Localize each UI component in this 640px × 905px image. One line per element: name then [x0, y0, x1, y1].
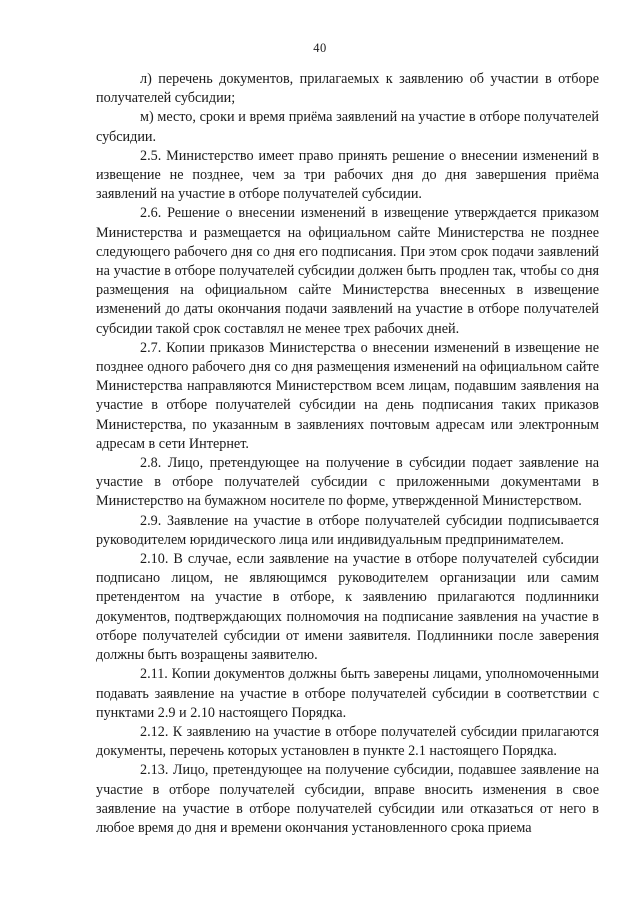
document-body: [96, 70, 599, 838]
paragraph-item-m: м) место, сроки и время приёма заявлений на участие в отборе получателей субсидии.: [96, 109, 599, 145]
paragraph-2-11: 2.11. Копии документов должны быть заверены лицами, уполномоченными подавать заявление на участие в отборе получателей субсидии в соответствии с пунктами 2.9 и 2.10 настоящего Порядка.: [96, 666, 599, 721]
paragraph-2-12: 2.12. К заявлению на участие в отборе получателей субсидии прилагаются документы, перечень которых установлен в пункте 2.1 настоящего Порядка.: [96, 723, 599, 760]
paragraph-2-9: 2.9. Заявление на участие в отборе получателей субсидии подписывается руководителем юридического лица или индивидуальным предпринимателем.: [96, 512, 599, 548]
paragraph-2-7: 2.7. Копии приказов Министерства о внесении изменений в извещение не позднее одного рабочего дня со дня размещения изменений на официальном сайте Министерства направляются Министерством всем лицам, подавшим заявления на участие в отборе получателей субсидии на день подписания таких приказов Министерства, по указанным в заявлениях почтовым адресам или электронным адресам в сети Интернет.: [96, 339, 599, 452]
paragraph-2-10: 2.10. В случае, если заявление на участие в отборе получателей субсидии подписано лицом, не являющимся руководителем организации или самим претендентом на участие в отборе, к заявлению прилагаются подлинники документов, подтверждающих полномочия на подписание заявления на участие в отборе получателей субсидии от имени заявителя. Подлинники после заверения должны быть возращены заявителю.: [96, 551, 599, 664]
paragraph-2-13: 2.13. Лицо, претендующее на получение субсидии, подавшее заявление на участие в отборе получателей субсидии, вправе вносить изменения в свое заявление на участие в отборе получателей субсидии или отказаться от него в любое время до дня и времени окончания установленного срока приема: [96, 762, 599, 836]
paragraph-item-l: л) перечень документов, прилагаемых к заявлению об участии в отборе получателей субсидии;: [96, 71, 599, 107]
paragraph-2-6: 2.6. Решение о внесении изменений в извещение утверждается приказом Министерства и размещается на официальном сайте Министерства не позднее следующего рабочего дня со дня его подписания. При этом срок подачи заявлений на участие в отборе получателей субсидии должен быть продлен так, чтобы со дня размещения на официальном сайте Министерства внесенных в извещение изменений до даты окончания подачи заявлений на участие в отборе получателей субсидии такой срок составлял не менее трех рабочих дней.: [96, 205, 599, 337]
paragraph-2-5: 2.5. Министерство имеет право принять решение о внесении изменений в извещение не позднее, чем за три рабочих дня до дня завершения приёма заявлений на участие в отборе получателей субсидии.: [96, 147, 599, 203]
paragraph-2-8: 2.8. Лицо, претендующее на получение в субсидии подает заявление на участие в отборе получателей субсидии с приложенными документами в Министерство на бумажном носителе по форме, утвержденной Министерством.: [96, 455, 599, 510]
page-number: 40: [313, 41, 327, 55]
